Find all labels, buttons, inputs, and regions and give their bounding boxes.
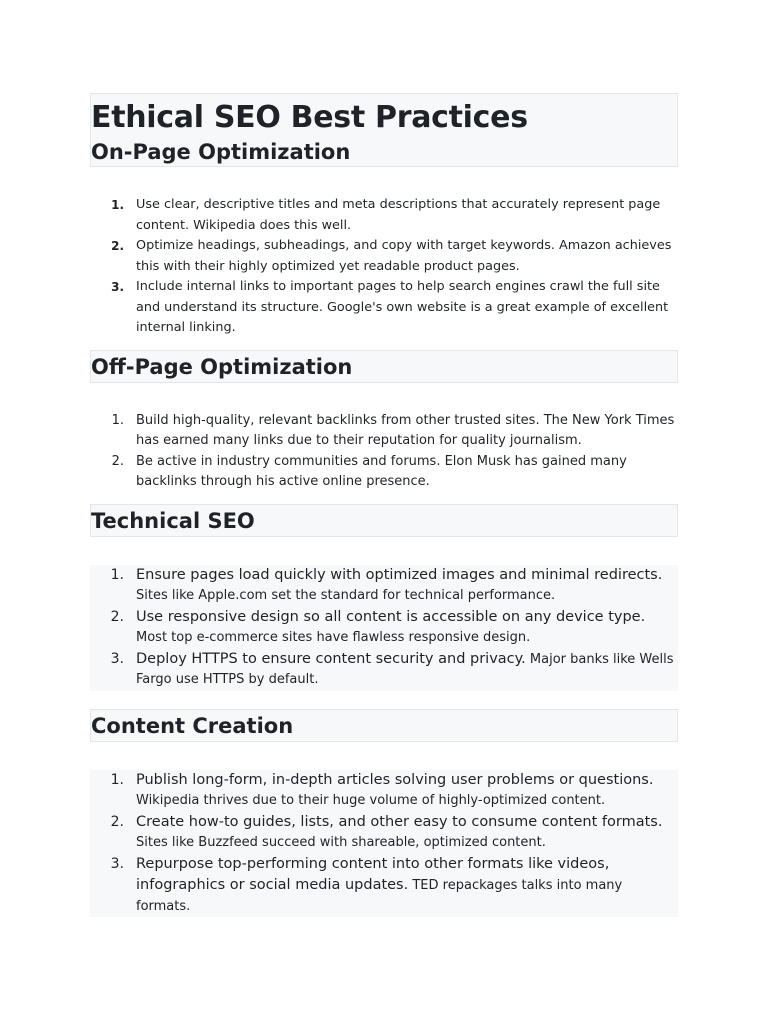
on-page-list	[90, 195, 678, 339]
list-item	[90, 649, 678, 691]
list-item-text: Include internal links to important pages to help search engines crawl the full site and understand its structure. Google's own website is a great example of excellent internal linking.	[136, 279, 669, 335]
title-block	[90, 93, 678, 167]
list-number: 2 .	[110, 607, 124, 628]
list-number: 1 .	[110, 411, 124, 432]
list-item-main-text: Ensure pages load quickly with optimized images and minimal redirects.	[136, 566, 663, 583]
section-heading-content: Content Creation	[91, 713, 294, 738]
list-item	[90, 812, 678, 854]
list-item-text: Optimize headings, subheadings, and copy with target keywords. Amazon achieves this with their highly optimized yet readable product pages.	[136, 238, 672, 274]
list-item	[90, 565, 678, 607]
list-item	[90, 236, 678, 277]
list-number: 3 .	[110, 649, 124, 670]
list-item-example-text: TED repackages talks into many formats.	[136, 878, 623, 914]
section-header-off-page	[90, 350, 678, 383]
document-title: Ethical SEO Best Practices	[91, 100, 528, 135]
spacer	[90, 691, 678, 709]
technical-seo-list	[90, 565, 678, 691]
list-number: 3 .	[110, 277, 124, 298]
section-header-content	[90, 709, 678, 742]
list-number: 3 .	[110, 854, 124, 875]
list-item	[90, 854, 678, 918]
list-item-text: Build high-quality, relevant backlinks from other trusted sites. The New York Times has earned many links due to their reputation for quality journalism.	[136, 412, 675, 448]
list-item-main-text: Create how-to guides, lists, and other easy to consume content formats.	[136, 813, 663, 830]
list-number: 2 .	[110, 812, 124, 833]
section-heading-technical: Technical SEO	[91, 508, 255, 533]
list-number: 1 .	[110, 195, 124, 216]
section-header-technical	[90, 504, 678, 537]
list-item	[90, 411, 678, 452]
list-item-main-text: Deploy HTTPS to ensure content security and privacy.	[136, 650, 526, 667]
list-number: 1 .	[110, 770, 124, 791]
list-number: 2 .	[110, 236, 124, 257]
spacer	[90, 339, 678, 350]
content-creation-list	[90, 770, 678, 918]
section-heading-off-page: Off-Page Optimization	[91, 354, 353, 379]
list-item-main-text: Repurpose top-performing content into other formats like videos, infographics or social media updates.	[136, 855, 610, 893]
list-number: 2 .	[110, 452, 124, 473]
document	[90, 93, 678, 917]
list-number: 1 .	[110, 565, 124, 586]
list-item	[90, 277, 678, 339]
list-item-main-text: Use responsive design so all content is accessible on any device type.	[136, 608, 646, 625]
list-item-example-text: Wikipedia thrives due to their huge volume of highly-optimized content.	[136, 793, 606, 808]
list-item-text: Be active in industry communities and forums. Elon Musk has gained many backlinks through his active online presence.	[136, 453, 627, 489]
list-item-text: Use clear, descriptive titles and meta descriptions that accurately represent page content. Wikipedia does this well.	[136, 197, 661, 233]
list-item	[90, 452, 678, 493]
list-item-example-text: Major banks like Wells Fargo use HTTPS by default.	[136, 651, 674, 687]
list-item	[90, 195, 678, 236]
list-item-example-text: Sites like Apple.com set the standard for technical performance.	[136, 588, 556, 603]
list-item-main-text: Publish long-form, in-depth articles solving user problems or questions.	[136, 771, 654, 788]
list-item-example-text: Most top e-commerce sites have flawless responsive design.	[136, 630, 531, 645]
list-item	[90, 607, 678, 649]
list-item	[90, 770, 678, 812]
section-heading-on-page: On-Page Optimization	[91, 140, 351, 164]
spacer	[90, 493, 678, 504]
off-page-list	[90, 411, 678, 493]
list-item-example-text: Sites like Buzzfeed succeed with shareable, optimized content.	[136, 835, 546, 850]
